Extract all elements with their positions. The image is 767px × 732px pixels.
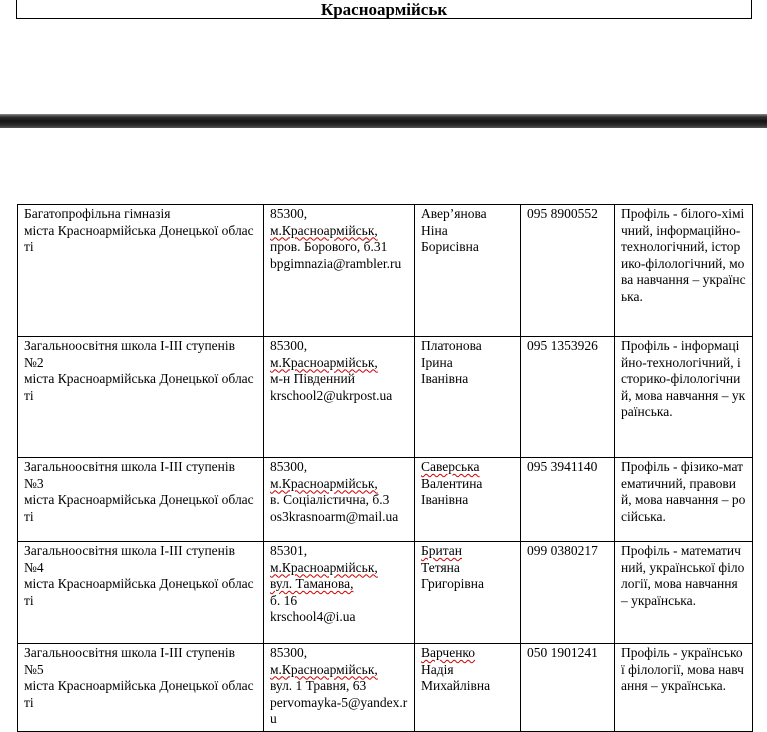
city-name: м.Красноармійськ, bbox=[270, 354, 378, 370]
address-cell bbox=[264, 644, 415, 732]
phone-number: 095 3941140 bbox=[527, 459, 598, 474]
email-address: bpgimnazia@rambler.ru bbox=[270, 255, 402, 271]
school-name-cell bbox=[18, 337, 264, 458]
city-heading-text: Красноармійськ bbox=[320, 0, 448, 19]
street-address: вул. Таманова, bbox=[270, 576, 354, 592]
director-name: Ірина bbox=[421, 354, 453, 370]
school-city: міста Красноармійська Донецької області bbox=[24, 576, 254, 608]
director-cell bbox=[415, 542, 521, 644]
phone-cell bbox=[521, 542, 615, 644]
phone-number: 099 0380217 bbox=[527, 543, 598, 558]
address-cell bbox=[264, 337, 415, 458]
school-name: Загальноосвітня школа І-ІІІ ступенів №4 bbox=[24, 543, 236, 575]
school-name-cell bbox=[18, 542, 264, 644]
schools-table bbox=[17, 204, 753, 732]
phone-cell bbox=[521, 458, 615, 542]
school-name-cell bbox=[18, 644, 264, 732]
director-cell bbox=[415, 458, 521, 542]
phone-cell bbox=[521, 644, 615, 732]
school-city: міста Красноармійська Донецької області bbox=[24, 371, 254, 403]
school-name: Багатопрофільна гімназія bbox=[24, 206, 171, 221]
city-name: м.Красноармійськ, bbox=[270, 475, 378, 491]
address-cell bbox=[264, 458, 415, 542]
phone-number: 095 1353926 bbox=[527, 338, 598, 353]
director-cell bbox=[415, 205, 521, 337]
profile-cell bbox=[615, 542, 753, 644]
address-cell bbox=[264, 542, 415, 644]
director-surname: Британ bbox=[421, 543, 463, 558]
profile-cell bbox=[615, 458, 753, 542]
phone-cell bbox=[521, 337, 615, 458]
table-row bbox=[18, 644, 753, 732]
phone-number: 050 1901241 bbox=[527, 645, 598, 660]
email-address: pervomayka-5@yandex.ru bbox=[270, 694, 408, 727]
school-name: Загальноосвітня школа І-ІІІ ступенів №5 bbox=[24, 645, 236, 677]
phone-number: 095 8900552 bbox=[527, 206, 598, 221]
table-row bbox=[18, 205, 753, 337]
postal-code: 85300, bbox=[270, 645, 308, 660]
director-name: Тетяна bbox=[421, 559, 460, 575]
profile-cell bbox=[615, 644, 753, 732]
school-name: Загальноосвітня школа І-ІІІ ступенів №2 bbox=[24, 338, 236, 370]
table-row bbox=[18, 337, 753, 458]
address-cell bbox=[264, 205, 415, 337]
table-row bbox=[18, 458, 753, 542]
profile-text: Профіль - української філології, мова навчання – українська. bbox=[621, 645, 744, 694]
director-cell bbox=[415, 337, 521, 458]
profile-cell bbox=[615, 337, 753, 458]
email-address: krschool2@ukrpost.ua bbox=[270, 387, 393, 403]
city-name: м.Красноармійськ, bbox=[270, 222, 378, 238]
city-name: м.Красноармійськ, bbox=[270, 559, 378, 575]
email-address: os3krasnoarm@mail.ua bbox=[270, 508, 399, 524]
city-name: м.Красноармійськ, bbox=[270, 661, 378, 677]
director-patronymic: Іванівна bbox=[421, 371, 469, 387]
director-patronymic: Іванівна bbox=[421, 492, 469, 508]
school-name-cell bbox=[18, 458, 264, 542]
school-name-cell bbox=[18, 205, 264, 337]
email-address: krschool4@i.ua bbox=[270, 609, 356, 625]
director-surname: Платонова bbox=[421, 338, 482, 353]
phone-cell bbox=[521, 205, 615, 337]
profile-text: Профіль - інформаційно-технологічний, історико-філологічний, мова навчання – українська. bbox=[621, 338, 746, 420]
postal-code: 85300, bbox=[270, 338, 308, 353]
page-separator bbox=[0, 114, 767, 128]
director-surname: Авер’янова bbox=[421, 206, 487, 221]
postal-code: 85300, bbox=[270, 459, 308, 474]
director-name: Валентина bbox=[421, 475, 483, 491]
director-name: Надія bbox=[421, 661, 454, 677]
postal-code: 85300, bbox=[270, 206, 308, 221]
street-address: в. Соціалістична, б.3 bbox=[270, 492, 390, 508]
postal-code: 85301, bbox=[270, 543, 308, 558]
profile-cell bbox=[615, 205, 753, 337]
profile-text: Профіль - фізико-математичний, правовий, мова навчання – російська. bbox=[621, 459, 746, 524]
school-city: міста Красноармійська Донецької області bbox=[24, 222, 254, 255]
director-patronymic: Борисівна bbox=[421, 239, 479, 255]
street-address: м-н Південний bbox=[270, 371, 355, 387]
school-city: міста Красноармійська Донецької області bbox=[24, 678, 254, 710]
director-surname: Варченко bbox=[421, 645, 476, 660]
city-heading bbox=[16, 0, 752, 19]
table-row bbox=[18, 542, 753, 644]
street-address: вул. 1 Травня, 63 bbox=[270, 678, 367, 694]
director-name: Ніна bbox=[421, 222, 448, 238]
school-city: міста Красноармійська Донецької області bbox=[24, 492, 254, 524]
director-cell bbox=[415, 644, 521, 732]
building-number: б. 16 bbox=[270, 592, 298, 608]
director-surname: Саверська bbox=[421, 459, 480, 474]
profile-text: Профіль - білого-хімічний, інформаційно-технологічний, історико-філологічний, мова навчання – українська. bbox=[621, 206, 746, 304]
director-patronymic: Григорівна bbox=[421, 576, 484, 592]
director-patronymic: Михайлівна bbox=[421, 678, 491, 694]
profile-text: Профіль - математичний, української філології, мова навчання – українська. bbox=[621, 543, 745, 608]
street-address: пров. Борового, б.31 bbox=[270, 239, 388, 255]
school-name: Загальноосвітня школа І-ІІІ ступенів №3 bbox=[24, 459, 236, 491]
